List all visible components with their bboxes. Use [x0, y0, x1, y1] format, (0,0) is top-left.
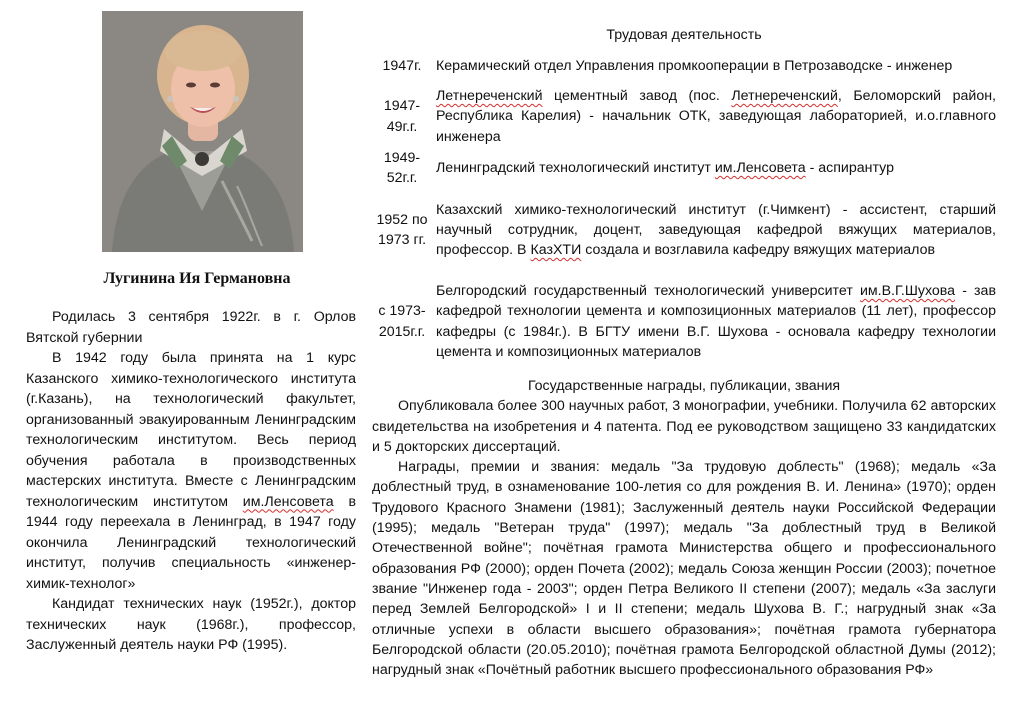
- work-text-part: - аспирантур: [805, 159, 894, 176]
- work-text-part: , Беломорский район, Республика Карелия) - начальник ОТК, заведующая лабораторией, и.о.главного инженера: [436, 88, 996, 145]
- work-text-part: им.В.Г.Шухова: [859, 282, 956, 299]
- work-text-part: Ленинградский технологический институт: [436, 159, 715, 176]
- work-year: 1947г.: [382, 57, 422, 74]
- work-table: [372, 46, 996, 372]
- work-text-part: Белгородский государственный технологический университет: [436, 282, 860, 299]
- work-text-part: КазХТИ: [530, 242, 582, 259]
- work-text-part: Казахский химико-технологический институт (г.Чимкент) - ассистент, старший научный сотрудник, доцент, заведующая кафедрой вяжущих материалов, профессор. В: [436, 201, 996, 259]
- publications-paragraph: Опубликовала более 300 научных работ, 3 монографии, учебники. Получила 62 авторских свидетельства на изобретения и 4 патента. Под ее руководством защищено 33 кандидатских и 5 докторских диссертаций.: [372, 398, 996, 455]
- work-text-part: Летнереченский: [436, 88, 543, 105]
- biography: [26, 307, 356, 656]
- bio-text: в 1944 году переехала в Ленинград, в 1947 году окончила Ленинградский технологический институт, получив специальность «инженер-химик-технолог»: [26, 493, 356, 592]
- work-text: Керамический отдел Управления промкооперации в Петрозаводске - инженер: [436, 57, 953, 74]
- work-year: с 1973-2015г.г.: [378, 303, 426, 340]
- work-text: [432, 86, 996, 147]
- work-text-part: Летнереченский: [731, 88, 838, 105]
- work-text: [432, 271, 996, 372]
- work-year: 1949-52г.г.: [383, 149, 421, 186]
- table-row: [372, 271, 996, 372]
- work-text-part: создала и возглавила кафедру вяжущих материалов: [581, 242, 936, 259]
- bio-degree-paragraph: Кандидат технических наук (1952г.), доктор технических наук (1968г.), профессор, Заслуженный деятель науки РФ (1995).: [26, 596, 356, 653]
- bio-text: им.Ленсовета: [242, 493, 334, 510]
- awards-heading: Государственные награды, публикации, звания: [527, 378, 841, 394]
- table-row: [372, 46, 996, 86]
- table-row: [372, 86, 996, 147]
- work-text-part: цементный завод (пос.: [542, 88, 732, 105]
- awards-section: [372, 376, 996, 680]
- work-text-part: - зав кафедрой технологии цемента и композиционных материалов (11 лет), профессор кафедры (с 1984г.). В БГТУ имени В.Г. Шухова - основала кафедру технологии цемента и композиционных материалов: [436, 282, 996, 360]
- portrait-photo: [102, 11, 303, 252]
- person-name: Лугинина Ия Германовна: [103, 270, 291, 287]
- bio-birth-paragraph: Родилась 3 сентября 1922г. в г. Орлов Вятской губернии: [26, 309, 356, 346]
- awards-paragraph: Награды, премии и звания: медаль "За трудовую доблесть" (1968); медаль «За доблестный труд, в ознаменование 100-летия со для рождения В. И. Ленина» (1970); орден Трудового Красного Знамени (1981); Заслуженный деятель науки Российской Федерации (1995); медаль "Ветеран труда" (1997); медаль "За доблестный труд в Великой Отечественной войне"; почётная грамота Министерства общего и профессионального образования РФ (2000); орден Почета (2002); медаль Союза женщин России (2003); почетное звание "Инженер года - 2003"; орден Петра Великого II степени (2007); медаль «За заслуги перед Землей Белгородской» I и II степени; медаль Шухова В. Г.; нагрудный знак «За отличные успехи в области высшего образования»; почётная грамота губернатора Белгородской области (20.05.2010); почётная грамота Белгородской областной Думы (2012); нагрудный знак «Почётный работник высшего профессионального образования РФ»: [372, 459, 996, 679]
- bio-text: В 1942 году была принята на 1 курс Казанского химико-технологического института (г.Казань), на технологический факультет, организованный эвакуированным Ленинградским технологическим институтом. Весь период обучения работала в производственных мастерских института. Вместе с Ленинградским технологическим институтом: [26, 350, 356, 510]
- table-row: [372, 147, 996, 189]
- portrait-icon: [102, 11, 303, 252]
- work-year: 1947-49г.г.: [383, 98, 421, 135]
- bio-education-paragraph: [26, 348, 356, 594]
- work-heading: Трудовая деятельность: [606, 27, 762, 43]
- table-row: [372, 189, 996, 271]
- work-text-part: им.Ленсовета: [714, 159, 806, 176]
- work-text: [432, 147, 996, 189]
- work-text: [432, 189, 996, 271]
- work-year: 1952 по 1973 гг.: [376, 211, 428, 248]
